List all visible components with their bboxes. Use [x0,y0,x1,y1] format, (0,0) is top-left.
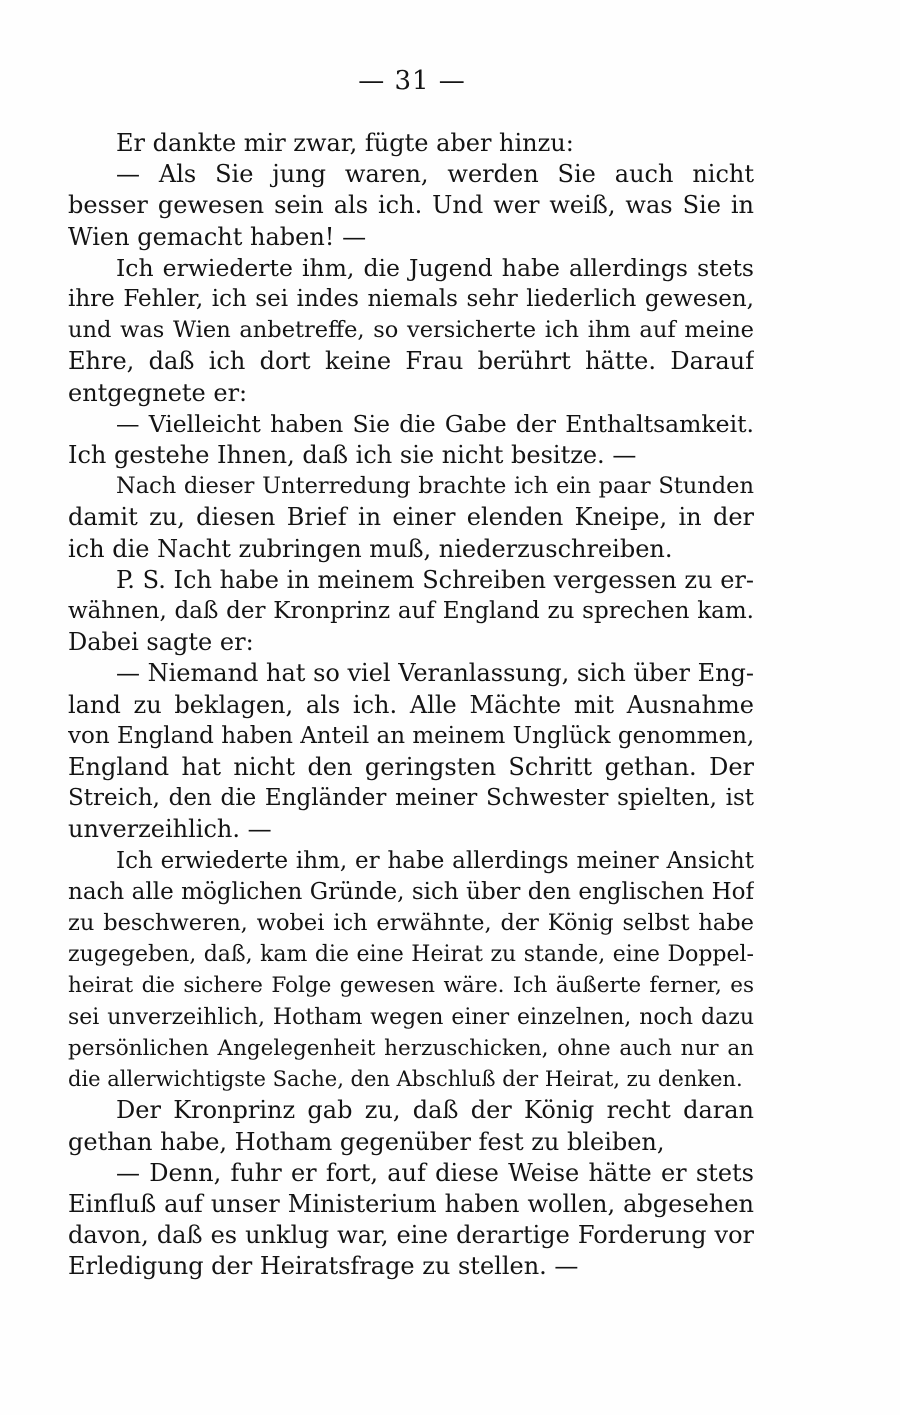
text-line: Dabei sagte er: [68,628,254,657]
text-line: Er dankte mir zwar, fügte aber hinzu: [116,129,574,157]
text-line: ich die Nacht zubringen muß, niederzuschreiben. [68,534,673,563]
text-line: davon, daß es unklug war, eine derartige Forderung vor [68,1221,754,1250]
text-line: besser gewesen sein als ich. Und wer weiß, was Sie in [68,191,754,220]
text-line: gethan habe, Hotham gegenüber fest zu bleiben, [68,1127,665,1156]
text-line: und was Wien anbetreffe, so versicherte ich ihm auf meine [68,317,754,344]
page-number: — 31 — [358,66,466,96]
text-line: ihre Fehler, ich sei indes niemals sehr liederlich gewesen, [68,286,754,313]
text-line: — Vielleicht haben Sie die Gabe der Enthaltsamkeit. [116,409,754,438]
text-line: Ich erwiederte ihm, die Jugend habe allerdings stets [116,253,754,282]
text-line: persönlichen Angelegenheit herzuschicken, ohne auch nur an [68,1035,754,1061]
text-line: Erledigung der Heiratsfrage zu stellen. — [68,1252,579,1281]
text-line: Streich, den die Engländer meiner Schwester spielten, ist [68,785,754,812]
text-line: Nach dieser Unterredung brachte ich ein paar Stunden [116,473,754,500]
text-line: sei unverzeihlich, Hotham wegen einer einzelnen, noch dazu [68,1004,754,1030]
text-line: Ehre, daß ich dort keine Frau berührt hätte. Darauf [68,347,754,376]
text-line: zugegeben, daß, kam die eine Heirat zu stande, eine Doppel- [68,942,754,968]
text-line: Einfluß auf unser Ministerium haben wollen, abgesehen [68,1189,754,1218]
text-line: wähnen, daß der Kronprinz auf England zu sprechen kam. [68,598,754,625]
body-text [68,128,754,1283]
text-line: nach alle möglichen Gründe, sich über den englischen Hof [68,878,754,905]
text-line: von England haben Anteil an meinem Unglück genommen, [68,722,754,749]
text-line: Ich erwiederte ihm, er habe allerdings meiner Ansicht [116,847,754,874]
text-line: England hat nicht den geringsten Schritt gethan. Der [68,753,754,782]
text-line: heirat die sichere Folge gewesen wäre. Ich äußerte ferner, es [68,973,754,999]
text-line: — Als Sie jung waren, werden Sie auch nicht [116,160,754,189]
text-line: damit zu, diesen Brief in einer elenden Kneipe, in der [68,503,754,532]
text-line: die allerwichtigste Sache, den Abschluß der Heirat, zu denken. [68,1067,743,1092]
text-line: Ich gestehe Ihnen, daß ich sie nicht besitze. — [68,441,637,470]
text-line: land zu beklagen, als ich. Alle Mächte mit Ausnahme [68,690,754,719]
text-line: zu beschweren, wobei ich erwähnte, der König selbst habe [68,910,754,937]
text-line: — Denn, fuhr er fort, auf diese Weise hätte er stets [116,1158,754,1187]
text-line: unverzeihlich. — [68,815,272,844]
text-line: entgegnete er: [68,378,248,407]
text-line: — Niemand hat so viel Veranlassung, sich über Eng- [116,659,754,688]
text-line: Der Kronprinz gab zu, daß der König recht daran [116,1096,754,1125]
text-line: P. S. Ich habe in meinem Schreiben vergessen zu er- [116,565,754,594]
text-line: Wien gemacht haben! — [68,222,367,251]
